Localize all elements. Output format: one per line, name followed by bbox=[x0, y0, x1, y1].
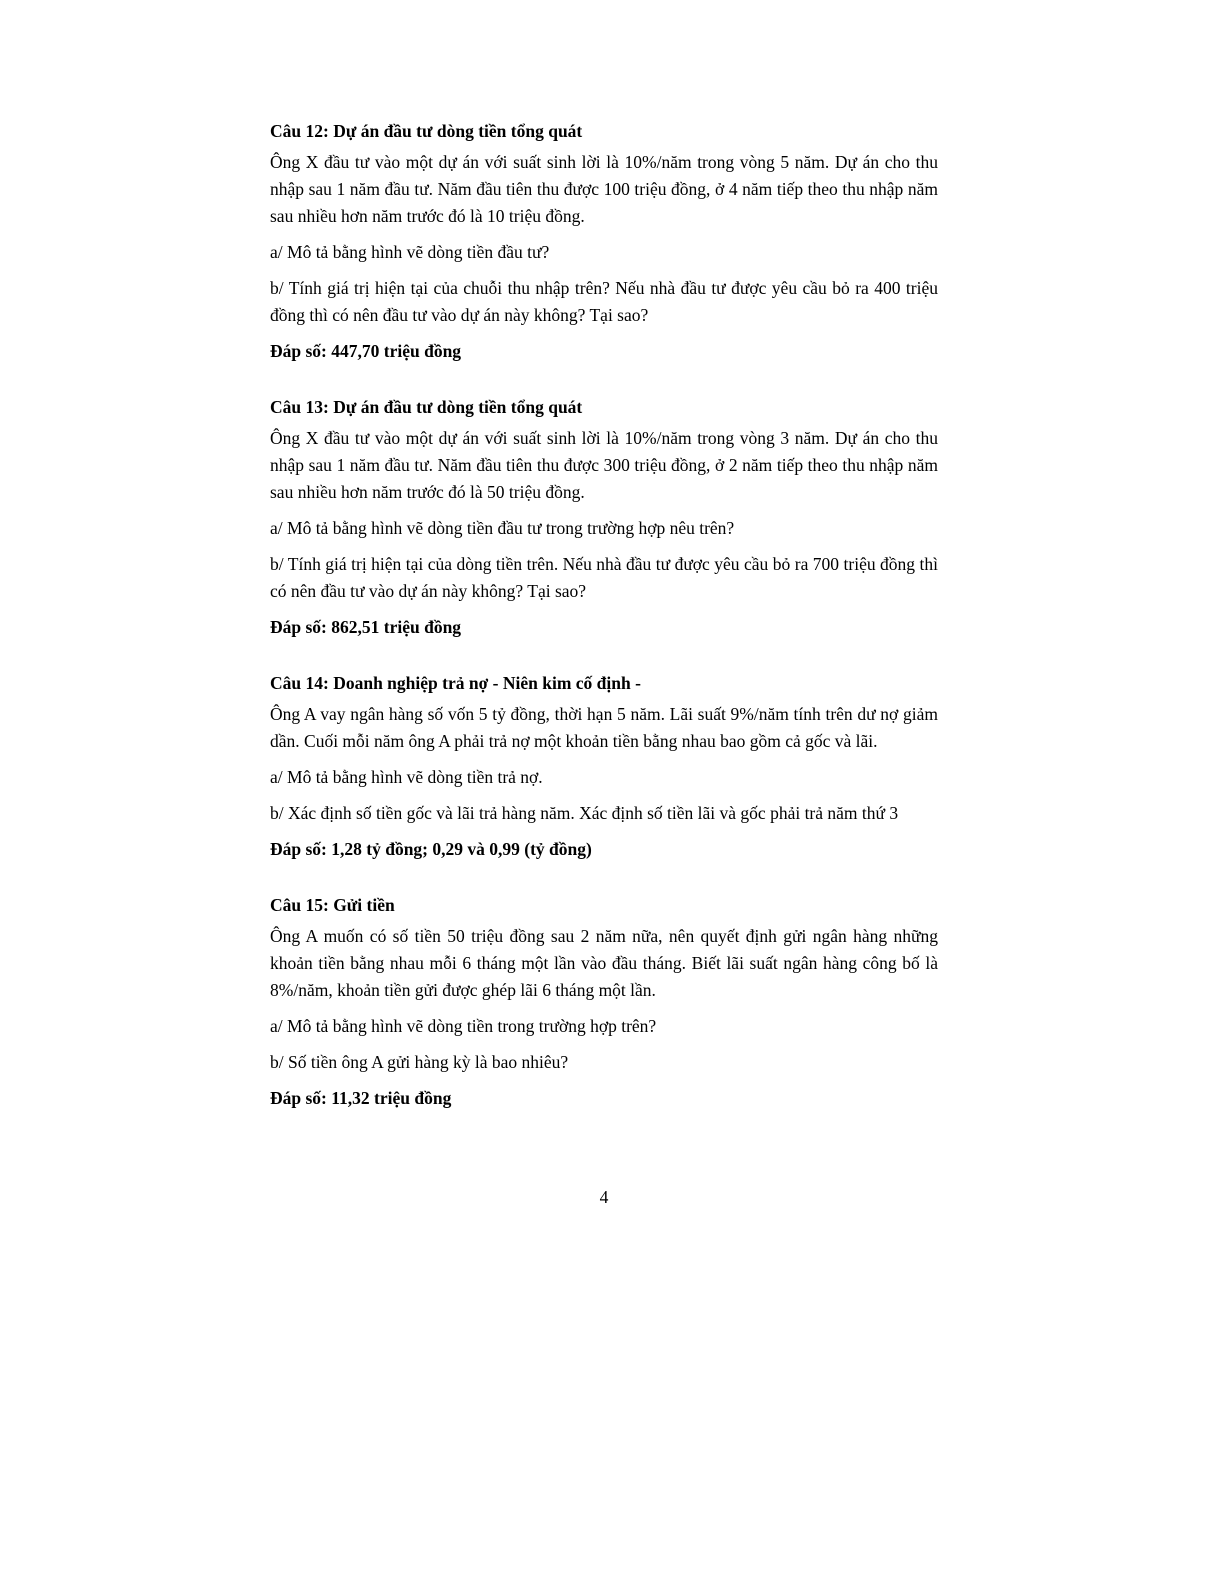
question-body: Ông X đầu tư vào một dự án với suất sinh lời là 10%/năm trong vòng 5 năm. Dự án cho thu nhập sau 1 năm đầu tư. Năm đầu tiên thu được 100 triệu đồng, ở 4 năm tiếp theo thu nhập năm sau nhiều hơn năm trước đó là 10 triệu đồng. bbox=[270, 152, 938, 226]
question-section-13 bbox=[270, 394, 938, 641]
answer-text: Đáp số: 1,28 tỷ đồng; 0,29 và 0,99 (tỷ đồng) bbox=[270, 839, 592, 859]
question-heading: Câu 12: Dự án đầu tư dòng tiền tổng quát bbox=[270, 121, 583, 141]
answer-text: Đáp số: 11,32 triệu đồng bbox=[270, 1088, 452, 1108]
question-item-a: a/ Mô tả bằng hình vẽ dòng tiền đầu tư trong trường hợp nêu trên? bbox=[270, 518, 735, 538]
question-item-b: b/ Số tiền ông A gửi hàng kỳ là bao nhiêu? bbox=[270, 1052, 569, 1072]
question-section-12 bbox=[270, 118, 938, 365]
question-body: Ông A vay ngân hàng số vốn 5 tỷ đồng, thời hạn 5 năm. Lãi suất 9%/năm tính trên dư nợ giảm dần. Cuối mỗi năm ông A phải trả nợ một khoản tiền bằng nhau bao gồm cả gốc và lãi. bbox=[270, 704, 938, 751]
answer-text: Đáp số: 447,70 triệu đồng bbox=[270, 341, 462, 361]
question-section-14 bbox=[270, 670, 938, 863]
question-item-a: a/ Mô tả bằng hình vẽ dòng tiền trong trường hợp trên? bbox=[270, 1016, 657, 1036]
question-heading: Câu 14: Doanh nghiệp trả nợ - Niên kim cố định - bbox=[270, 673, 641, 693]
question-heading: Câu 15: Gửi tiền bbox=[270, 895, 395, 915]
question-item-b: b/ Tính giá trị hiện tại của dòng tiền trên. Nếu nhà đầu tư được yêu cầu bỏ ra 700 triệu đồng thì có nên đầu tư vào dự án này không? Tại sao? bbox=[270, 554, 938, 601]
question-body: Ông X đầu tư vào một dự án với suất sinh lời là 10%/năm trong vòng 3 năm. Dự án cho thu nhập sau 1 năm đầu tư. Năm đầu tiên thu được 300 triệu đồng, ở 2 năm tiếp theo thu nhập năm sau nhiều hơn năm trước đó là 50 triệu đồng. bbox=[270, 428, 938, 502]
page-footer bbox=[270, 1184, 938, 1211]
question-body: Ông A muốn có số tiền 50 triệu đồng sau 2 năm nữa, nên quyết định gửi ngân hàng những khoản tiền bằng nhau mỗi 6 tháng một lần vào đầu tháng. Biết lãi suất ngân hàng công bố là 8%/năm, khoản tiền gửi được ghép lãi 6 tháng một lần. bbox=[270, 926, 938, 1000]
question-item-b: b/ Tính giá trị hiện tại của chuỗi thu nhập trên? Nếu nhà đầu tư được yêu cầu bỏ ra 400 triệu đồng thì có nên đầu tư vào dự án này không? Tại sao? bbox=[270, 278, 938, 325]
page-number: 4 bbox=[599, 1187, 609, 1207]
answer-text: Đáp số: 862,51 triệu đồng bbox=[270, 617, 462, 637]
question-item-b: b/ Xác định số tiền gốc và lãi trả hàng năm. Xác định số tiền lãi và gốc phải trả năm thứ 3 bbox=[270, 803, 899, 823]
question-item-a: a/ Mô tả bằng hình vẽ dòng tiền trả nợ. bbox=[270, 767, 543, 787]
question-heading: Câu 13: Dự án đầu tư dòng tiền tổng quát bbox=[270, 397, 583, 417]
question-item-a: a/ Mô tả bằng hình vẽ dòng tiền đầu tư? bbox=[270, 242, 550, 262]
question-section-15 bbox=[270, 892, 938, 1112]
